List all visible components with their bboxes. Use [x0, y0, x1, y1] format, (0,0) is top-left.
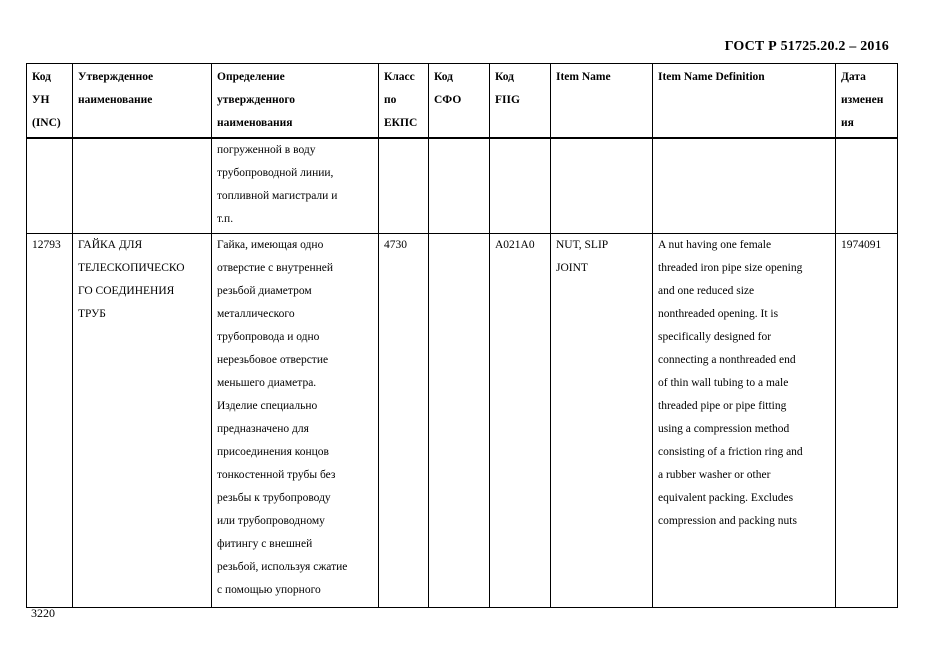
table-row — [27, 138, 898, 234]
cell-item-name: NUT, SLIP JOINT — [551, 234, 653, 608]
cell-inc — [27, 138, 73, 234]
cell-sfo — [429, 138, 490, 234]
column-header-fiig: Код FIIG — [490, 64, 551, 139]
cell-sfo — [429, 234, 490, 608]
cell-item-name-definition: A nut having one female threaded iron pipe size opening and one reduced size nonthreaded opening. It is specifically designed for connecting a nonthreaded end of thin wall tubing to a male threaded pipe or pipe fitting using a compression method consisting of a friction ring and a rubber washer or other equivalent packing. Excludes compression and packing nuts — [653, 234, 836, 608]
cell-inc: 12793 — [27, 234, 73, 608]
cell-change-date — [836, 138, 898, 234]
cell-name-definition: погруженной в воду трубопроводной линии, топливной магистрали и т.п. — [212, 138, 379, 234]
cell-change-date: 1974091 — [836, 234, 898, 608]
cell-approved-name — [73, 138, 212, 234]
cell-fiig: A021A0 — [490, 234, 551, 608]
cell-approved-name: ГАЙКА ДЛЯ ТЕЛЕСКОПИЧЕСКО ГО СОЕДИНЕНИЯ ТРУБ — [73, 234, 212, 608]
cell-fiig — [490, 138, 551, 234]
column-header-item-name-definition: Item Name Definition — [653, 64, 836, 139]
column-header-item-name: Item Name — [551, 64, 653, 139]
data-table — [26, 63, 898, 608]
document-code: ГОСТ Р 51725.20.2 – 2016 — [724, 39, 889, 54]
column-header-approved-name: Утвержденное наименование — [73, 64, 212, 139]
column-header-inc: Код УН (INC) — [27, 64, 73, 139]
cell-name-definition: Гайка, имеющая одно отверстие с внутренней резьбой диаметром металлического трубопровода и одно нерезьбовое отверстие меньшего диаметра. Изделие специально предназначено для присоединения концов тонкостенной трубы без резьбы к трубопроводу или трубопроводному фитингу с внешней резьбой, используя сжатие с помощью упорного — [212, 234, 379, 608]
table-row — [27, 234, 898, 608]
column-header-class: Класс по ЕКПС — [379, 64, 429, 139]
column-header-change-date: Дата изменен ия — [836, 64, 898, 139]
cell-item-name-definition — [653, 138, 836, 234]
table-header-row — [27, 64, 898, 139]
cell-item-name — [551, 138, 653, 234]
column-header-name-definition: Определение утвержденного наименования — [212, 64, 379, 139]
cell-class — [379, 138, 429, 234]
page-number: 3220 — [31, 606, 55, 620]
column-header-sfo: Код СФО — [429, 64, 490, 139]
cell-class: 4730 — [379, 234, 429, 608]
